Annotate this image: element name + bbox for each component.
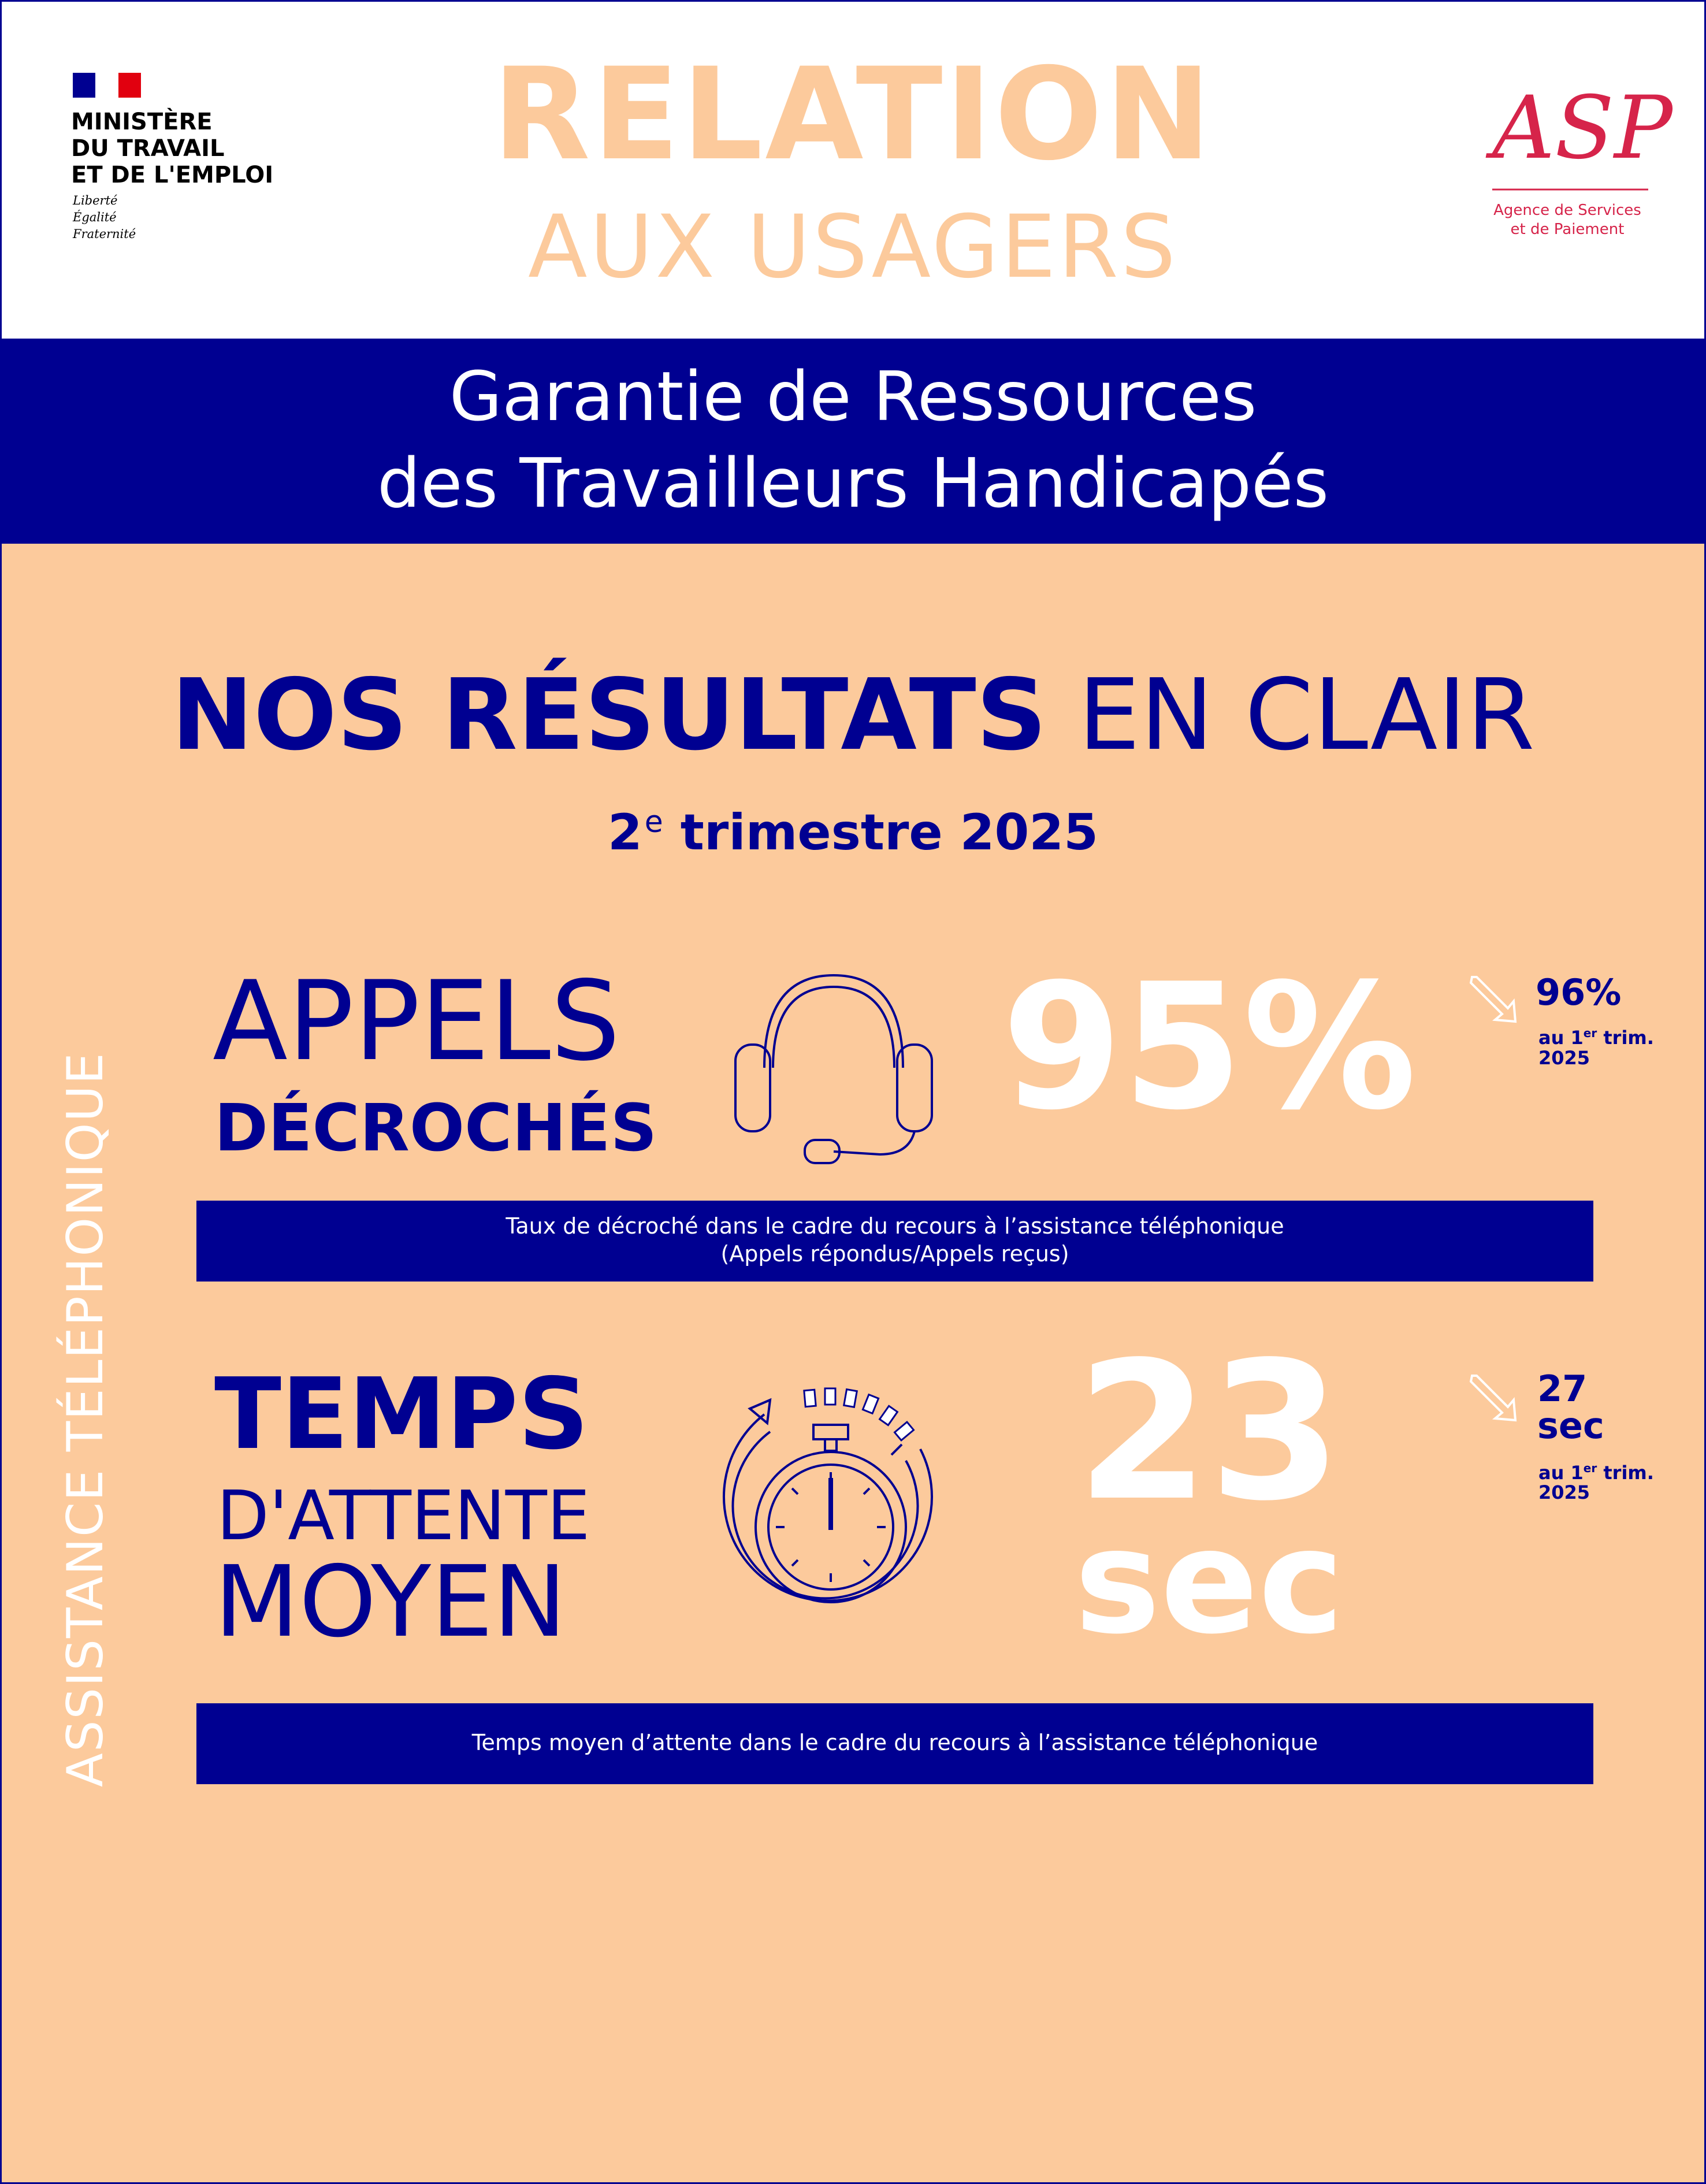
metric-temps-previous-number: 27 <box>1537 1368 1588 1410</box>
asp-logo-text: ASP <box>1492 78 1673 179</box>
metric-temps-label-1: TEMPS <box>214 1357 589 1472</box>
banner-line-2: des Travailleurs Handicapés <box>377 443 1329 523</box>
header-title-aux-usagers: AUX USAGERS <box>527 197 1179 298</box>
metric-temps-previous-unit: sec <box>1537 1405 1604 1447</box>
metric-appels-label-1: APPELS <box>213 957 620 1085</box>
header <box>2 2 1704 339</box>
metric-temps-value-unit: sec <box>1074 1498 1344 1666</box>
metric-appels-label-2: DÉCROCHÉS <box>214 1091 657 1166</box>
metric-appels-previous-value: 96% <box>1536 971 1622 1013</box>
metric-temps-value-number: 23 <box>1076 1321 1342 1543</box>
metric-appels-previous-period: au 1er trim. <box>1538 1026 1654 1049</box>
stopwatch-icon <box>707 1380 961 1634</box>
ministry-name: MINISTÈRE DU TRAVAIL ET DE L'EMPLOI <box>71 109 274 188</box>
metric-temps-previous-year: 2025 <box>1538 1481 1590 1503</box>
metric-temps-caption: Temps moyen d’attente dans le cadre du recours à l’assistance téléphonique <box>196 1703 1593 1784</box>
results-title-bold: NOS RÉSULTATS <box>171 658 1047 772</box>
section-side-label: ASSISTANCE TÉLÉPHONIQUE <box>57 1052 114 1787</box>
metric-temps-label-2: D'ATTENTE <box>217 1476 590 1555</box>
asp-tagline: Agence de Services et de Paiement <box>1493 202 1641 238</box>
program-banner <box>2 339 1704 544</box>
banner-line-1: Garantie de Ressources <box>449 356 1257 436</box>
metric-appels-caption: Taux de décroché dans le cadre du recours à l’assistance téléphonique (Appels répondus/Appels reçus) <box>196 1201 1593 1282</box>
results-title-light: EN CLAIR <box>1078 658 1535 772</box>
arrow-down-right-icon <box>1466 1371 1521 1426</box>
metric-appels-previous-year: 2025 <box>1538 1047 1590 1069</box>
metric-temps-label-3: MOYEN <box>214 1545 567 1659</box>
header-title-relation: RELATION <box>492 40 1214 188</box>
metric-appels-value: 95% <box>1001 946 1417 1148</box>
quarter-subtitle: 2e trimestre 2025 <box>607 804 1099 861</box>
results-title <box>2 658 1704 773</box>
arrow-down-right-icon <box>1466 972 1521 1027</box>
metric-temps-previous-period: au 1er trim. <box>1538 1461 1654 1484</box>
asp-logo <box>1481 65 1673 192</box>
republic-motto: Liberté Égalité Fraternité <box>73 194 136 241</box>
headset-icon <box>724 964 943 1166</box>
